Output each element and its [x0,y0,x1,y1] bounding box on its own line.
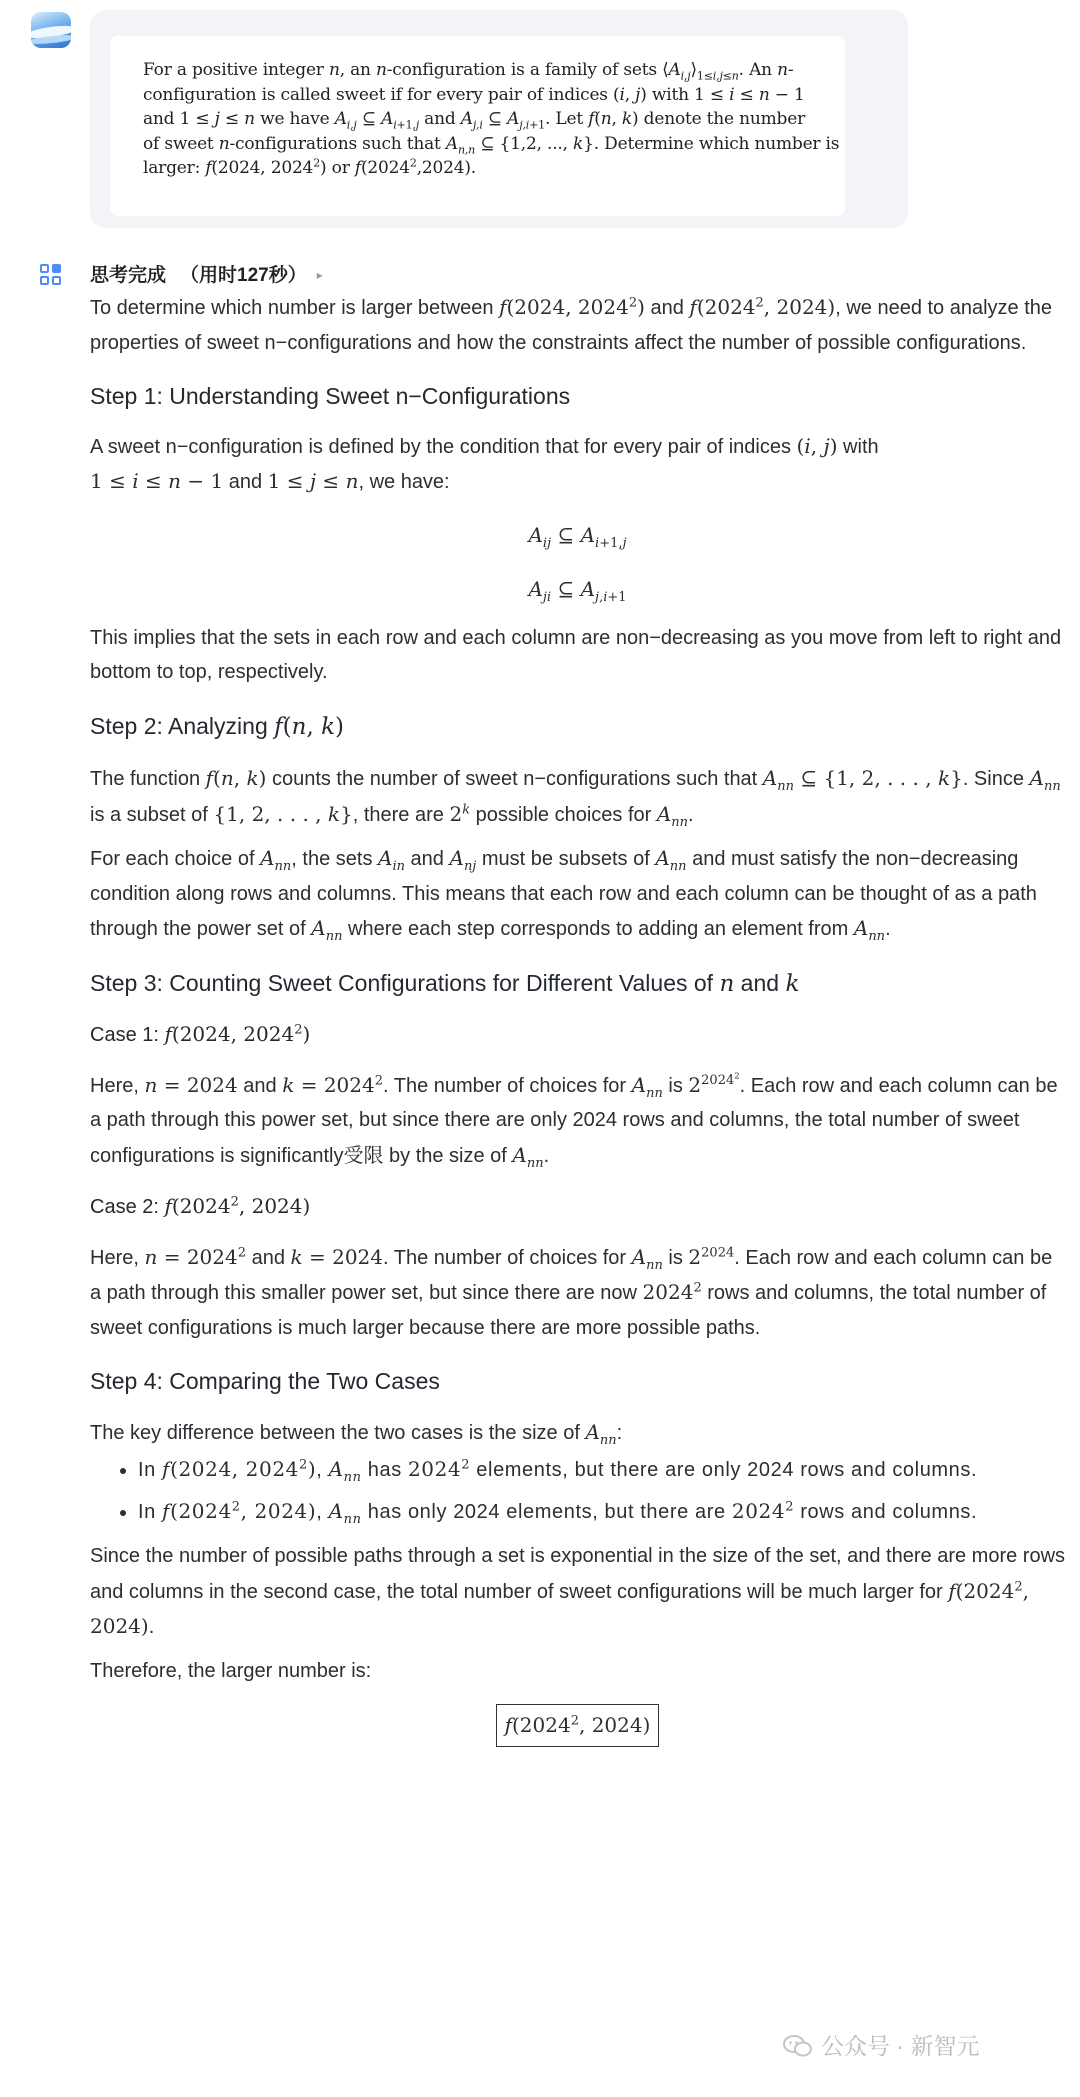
wechat-icon [783,2034,813,2058]
case1-paragraph: Here, n = 2024 and $k = 2024^2$. The number of choices for $A_{nn}$ is $2^{2024^2}$. Each row and each column can be a path through this power set, but since there are only 2024 rows and columns, the total number of sweet configurations is significantly受限 by the size of $A_{nn}$. [90,1070,1058,1171]
formula-row-inclusion: $A_{ij}$ ⊆ $A_{i+1,j}$ [528,522,627,551]
watermark-text: 公众号 · 新智元 [821,2033,980,2059]
thinking-label: 思考完成 [90,265,167,286]
question-line-1: For a positive integer n, an n-configuration is a family of sets $⟨A_{i,j}⟩_{1\le i,j\le n}$. An n- [143,60,794,83]
question-line-3: and 1 ≤ j ≤ n we have $A_{i,j}$ ⊆ $A_{i+1,j}$ and $A_{j,i}$ ⊆ $A_{j,i+1}$. Let f(n, k) denote the number [143,109,806,132]
step1-implication: This implies that the sets in each row and each column are non−decreasing as you move from left to right and bottom to top, respectively. [90,626,1062,683]
thinking-icon [40,264,62,286]
conclusion-text: Therefore, the larger number is: [90,1659,372,1682]
comparison-list [90,1452,1065,1529]
comparison-item-1: • In f(2024, 2024$^2$), $A_{nn}$ has 2024$^2$ elements, but there are only 2024 rows and columns. [138,1452,1065,1488]
final-answer-box: f(2024$^2$, 2024) [90,1704,1065,1747]
step3-heading: Step 3: Counting Sweet Configurations for Different Values of n and k [90,969,800,997]
step1-paragraph: A sweet n−configuration is defined by the condition that for every pair of indices (i, j) with 1 ≤ i ≤ n − 1 and 1 ≤ j ≤ n, we have: [90,433,879,493]
step2-paragraph-1: The function f(n, k) counts the number of sweet n−configurations such that $A_{nn}$ ⊆ {1, 2, . . . , k}. Since $A_{nn}$ is a subset of {1, 2, . . . , k}, there are 2$^k$ possible choices for $A_{nn}$. [90,766,1061,830]
step4-paragraph-2: Since the number of possible paths through a set is exponential in the size of the set, and there are more rows and columns in the second case, the total number of sweet configurations will be much larger for f(2024$^2$, 2024). [90,1545,1066,1638]
answer-body [90,290,1065,1747]
step1-heading: Step 1: Understanding Sweet n−Configurations [90,383,571,409]
question-line-4: of sweet n-configurations such that $A_{n,n}$ ⊆ {1,2, ..., k}. Determine which number is [143,133,840,156]
watermark [783,2028,979,2061]
step4-paragraph-1: The key difference between the two cases is the size of $A_{nn}$: [90,1419,623,1448]
step4-heading: Step 4: Comparing the Two Cases [90,1368,440,1394]
formula-column-inclusion: $A_{ji}$ ⊆ $A_{j,i+1}$ [528,577,627,605]
case2-heading: Case 2: f(2024$^2$, 2024) [90,1194,311,1218]
answer-intro: To determine which number is larger between f(2024, 2024$^2$) and f(2024$^2$, 2024), we need to analyze the properties of sweet n−configurations and how the constraints affect the number of possible configurations. [90,295,1053,354]
step2-heading: Step 2: Analyzing f(n, k) [90,712,344,740]
thinking-toggle[interactable] [90,260,323,287]
expand-triangle-icon[interactable]: ▸ [316,268,323,282]
thinking-time: （用时127秒） [180,265,307,286]
step2-paragraph-2: For each choice of $A_{nn}$, the sets $A_{in}$ and $A_{nj}$ must be subsets of $A_{nn}$ and must satisfy the non−decreasing condition along rows and columns. This means that each row and each column can be thought of as a path through the power set of $A_{nn}$ where each step corresponds to adding an element from $A_{nn}$. [90,846,1037,944]
comparison-item-2: • In f(2024$^2$, 2024), $A_{nn}$ has only 2024 elements, but there are 2024$^2$ rows and columns. [138,1494,1065,1530]
question-text [143,58,840,181]
question-line-2: configuration is called sweet if for every pair of indices (i, j) with 1 ≤ i ≤ n − 1 [143,84,805,105]
case2-paragraph: Here, $n = 2024^2$ and k = 2024. The number of choices for $A_{nn}$ is $2^{2024}$. Each row and each column can be a path through this smaller power set, but since there are now 2024$^2$ rows and columns, the total number of sweet configurations is much larger because there are more possible paths. [90,1244,1053,1339]
case1-heading: Case 1: f(2024, 2024$^2$) [90,1022,311,1046]
question-line-5: larger: f(2024, 2024$^2$) or f(2024$^2$,2024). [143,156,476,178]
assistant-avatar [31,12,71,48]
